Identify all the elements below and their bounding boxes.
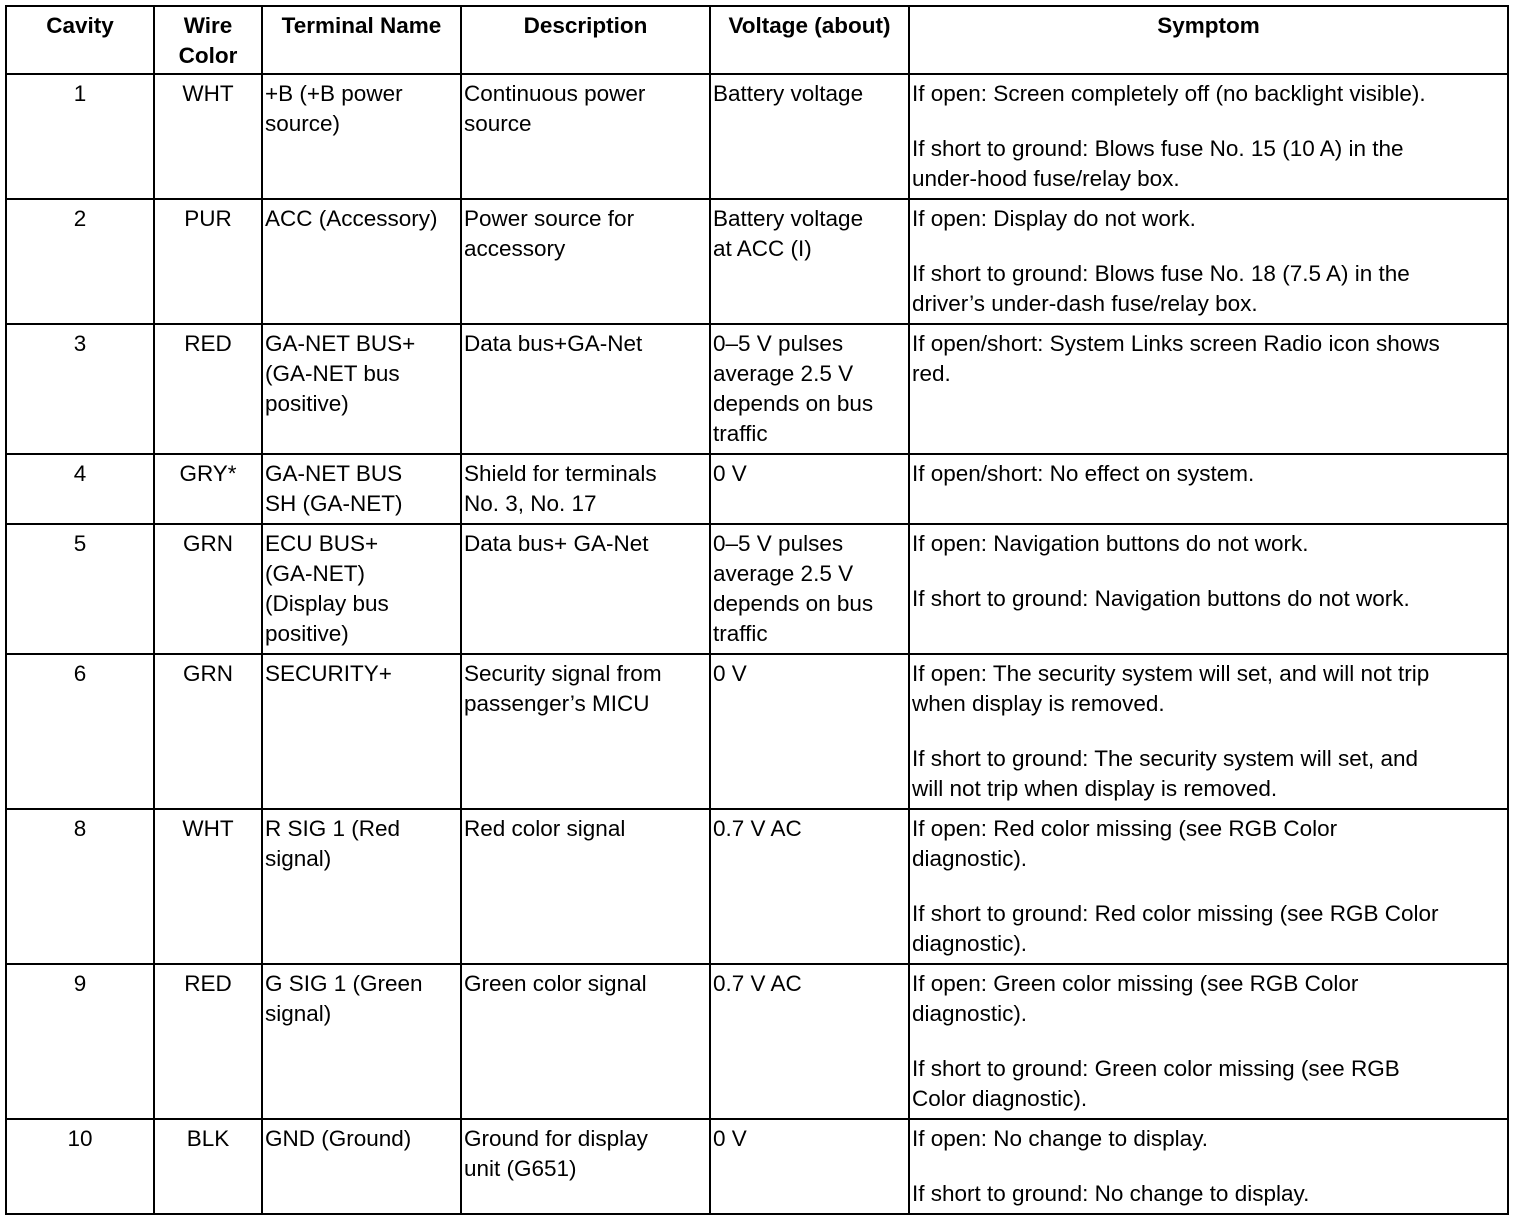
- cavity-cell: 5: [6, 524, 154, 654]
- symptom-paragraph: If open/short: No effect on system.: [912, 461, 1255, 486]
- description-line: Security signal from: [464, 661, 662, 686]
- description-cell: [461, 324, 710, 454]
- voltage-line: 0.7 V AC: [713, 971, 802, 996]
- symptom-cell: [909, 524, 1508, 654]
- voltage-line: 0 V: [713, 1126, 747, 1151]
- table-body: [6, 74, 1508, 1214]
- table-row: [6, 199, 1508, 324]
- symptom-paragraph: [912, 134, 1505, 194]
- description-line: source: [464, 111, 532, 136]
- symptom-line: diagnostic).: [912, 846, 1028, 871]
- symptom-cell: [909, 654, 1508, 809]
- symptom-line: when display is removed.: [912, 691, 1165, 716]
- symptom-line: If short to ground: Blows fuse No. 18 (7.5 A) in the: [912, 261, 1410, 286]
- symptom-paragraph: If open: Navigation buttons do not work.: [912, 531, 1309, 556]
- voltage-line: average 2.5 V: [713, 361, 854, 386]
- voltage-line: 0–5 V pulses: [713, 331, 844, 356]
- terminal-name-line: GA-NET BUS+: [265, 331, 416, 356]
- symptom-cell: [909, 809, 1508, 964]
- symptom-line: If short to ground: The security system will set, and: [912, 746, 1419, 771]
- terminal-name-line: (GA-NET bus: [265, 361, 400, 386]
- symptom-line: If open: The security system will set, and will not trip: [912, 661, 1430, 686]
- symptom-line: If open/short: System Links screen Radio icon shows: [912, 331, 1440, 356]
- voltage-cell: [710, 324, 909, 454]
- table-row: [6, 809, 1508, 964]
- terminal-name-line: SECURITY+: [265, 661, 392, 686]
- table-row: [6, 964, 1508, 1119]
- terminal-name-line: SH (GA-NET): [265, 491, 403, 516]
- voltage-cell: [710, 1119, 909, 1214]
- symptom-cell: [909, 199, 1508, 324]
- symptom-paragraph: If open: No change to display.: [912, 1126, 1209, 1151]
- voltage-cell: [710, 654, 909, 809]
- description-line: No. 3, No. 17: [464, 491, 597, 516]
- description-line: Green color signal: [464, 971, 647, 996]
- wire-color-cell: RED: [154, 964, 262, 1119]
- terminal-name-line: +B (+B power: [265, 81, 403, 106]
- terminal-name-cell: [262, 964, 461, 1119]
- table-row: [6, 524, 1508, 654]
- table-row: [6, 324, 1508, 454]
- description-line: Data bus+GA-Net: [464, 331, 643, 356]
- voltage-line: at ACC (I): [713, 236, 812, 261]
- voltage-cell: [710, 74, 909, 199]
- header-row: [6, 6, 1508, 74]
- table-row: [6, 654, 1508, 809]
- cavity-cell: 6: [6, 654, 154, 809]
- header-description: Description: [461, 6, 710, 74]
- terminal-name-line: (GA-NET): [265, 561, 365, 586]
- terminal-name-line: G SIG 1 (Green: [265, 971, 423, 996]
- voltage-line: Battery voltage: [713, 81, 864, 106]
- wire-color-cell: GRN: [154, 524, 262, 654]
- symptom-line: will not trip when display is removed.: [912, 776, 1278, 801]
- voltage-line: 0 V: [713, 661, 747, 686]
- wire-color-cell: PUR: [154, 199, 262, 324]
- description-line: Data bus+ GA-Net: [464, 531, 649, 556]
- description-line: accessory: [464, 236, 566, 261]
- cavity-cell: 4: [6, 454, 154, 524]
- cavity-cell: 1: [6, 74, 154, 199]
- symptom-paragraph: [912, 1054, 1505, 1114]
- symptom-paragraph: If open: Display do not work.: [912, 206, 1196, 231]
- symptom-cell: [909, 74, 1508, 199]
- voltage-line: 0–5 V pulses: [713, 531, 844, 556]
- table-row: [6, 454, 1508, 524]
- symptom-paragraph: [912, 969, 1505, 1029]
- header-wire-color: [154, 6, 262, 74]
- description-cell: [461, 524, 710, 654]
- terminal-name-line: ECU BUS+: [265, 531, 379, 556]
- description-line: Ground for display: [464, 1126, 648, 1151]
- symptom-cell: [909, 1119, 1508, 1214]
- description-line: Power source for: [464, 206, 635, 231]
- terminal-name-line: signal): [265, 1001, 332, 1026]
- symptom-paragraph: If short to ground: No change to display.: [912, 1181, 1310, 1206]
- symptom-cell: [909, 324, 1508, 454]
- symptom-paragraph: [912, 259, 1505, 319]
- header-wire-color-line: Color: [178, 43, 238, 68]
- terminal-name-line: GA-NET BUS: [265, 461, 403, 486]
- wire-color-cell: RED: [154, 324, 262, 454]
- description-line: Continuous power: [464, 81, 646, 106]
- description-cell: [461, 454, 710, 524]
- header-voltage: Voltage (about): [710, 6, 909, 74]
- symptom-line: diagnostic).: [912, 1001, 1028, 1026]
- terminal-name-cell: [262, 1119, 461, 1214]
- symptom-paragraph: If open: Screen completely off (no backlight visible).: [912, 81, 1426, 106]
- voltage-cell: [710, 964, 909, 1119]
- symptom-line: If open: Red color missing (see RGB Color: [912, 816, 1338, 841]
- voltage-line: depends on bus: [713, 591, 874, 616]
- header-wire-color-line: Wire: [183, 13, 233, 38]
- symptom-line: If open: Green color missing (see RGB Color: [912, 971, 1359, 996]
- voltage-cell: [710, 454, 909, 524]
- symptom-paragraph: [912, 329, 1505, 389]
- voltage-line: average 2.5 V: [713, 561, 854, 586]
- symptom-line: under-hood fuse/relay box.: [912, 166, 1180, 191]
- symptom-paragraph: [912, 899, 1505, 959]
- wire-color-cell: GRN: [154, 654, 262, 809]
- wire-color-cell: GRY*: [154, 454, 262, 524]
- terminal-name-cell: [262, 809, 461, 964]
- table-row: [6, 74, 1508, 199]
- voltage-cell: [710, 809, 909, 964]
- symptom-cell: [909, 454, 1508, 524]
- terminal-table: [5, 5, 1509, 1215]
- cavity-cell: 3: [6, 324, 154, 454]
- terminal-name-cell: [262, 654, 461, 809]
- cavity-cell: 10: [6, 1119, 154, 1214]
- terminal-name-cell: [262, 454, 461, 524]
- description-cell: [461, 74, 710, 199]
- description-line: unit (G651): [464, 1156, 577, 1181]
- symptom-line: Color diagnostic).: [912, 1086, 1088, 1111]
- voltage-line: depends on bus: [713, 391, 874, 416]
- description-cell: [461, 964, 710, 1119]
- terminal-name-line: signal): [265, 846, 332, 871]
- header-terminal-name: Terminal Name: [262, 6, 461, 74]
- description-cell: [461, 809, 710, 964]
- symptom-line: driver’s under-dash fuse/relay box.: [912, 291, 1258, 316]
- terminal-name-line: ACC (Accessory): [265, 206, 438, 231]
- terminal-name-line: R SIG 1 (Red: [265, 816, 401, 841]
- voltage-line: 0 V: [713, 461, 747, 486]
- voltage-line: 0.7 V AC: [713, 816, 802, 841]
- symptom-line: diagnostic).: [912, 931, 1028, 956]
- wire-color-cell: WHT: [154, 809, 262, 964]
- terminal-name-cell: [262, 74, 461, 199]
- table-row: [6, 1119, 1508, 1214]
- wire-color-cell: BLK: [154, 1119, 262, 1214]
- voltage-line: traffic: [713, 621, 768, 646]
- symptom-line: red.: [912, 361, 951, 386]
- symptom-paragraph: [912, 659, 1505, 719]
- terminal-name-line: positive): [265, 391, 349, 416]
- connector-terminal-table: [5, 5, 1509, 1215]
- cavity-cell: 9: [6, 964, 154, 1119]
- terminal-name-cell: [262, 199, 461, 324]
- symptom-line: If short to ground: Green color missing (see RGB: [912, 1056, 1400, 1081]
- voltage-line: Battery voltage: [713, 206, 864, 231]
- description-cell: [461, 1119, 710, 1214]
- cavity-cell: 8: [6, 809, 154, 964]
- wire-color-cell: WHT: [154, 74, 262, 199]
- terminal-name-line: (Display bus: [265, 591, 389, 616]
- terminal-name-cell: [262, 324, 461, 454]
- voltage-cell: [710, 199, 909, 324]
- terminal-name-line: source): [265, 111, 341, 136]
- description-line: Shield for terminals: [464, 461, 657, 486]
- terminal-name-line: GND (Ground): [265, 1126, 412, 1151]
- terminal-name-line: positive): [265, 621, 349, 646]
- symptom-line: If short to ground: Blows fuse No. 15 (10 A) in the: [912, 136, 1404, 161]
- description-cell: [461, 654, 710, 809]
- symptom-paragraph: [912, 814, 1505, 874]
- description-line: passenger’s MICU: [464, 691, 650, 716]
- description-cell: [461, 199, 710, 324]
- terminal-name-cell: [262, 524, 461, 654]
- description-line: Red color signal: [464, 816, 626, 841]
- symptom-paragraph: [912, 744, 1505, 804]
- symptom-paragraph: If short to ground: Navigation buttons do not work.: [912, 586, 1410, 611]
- header-cavity: Cavity: [6, 6, 154, 74]
- symptom-cell: [909, 964, 1508, 1119]
- header-symptom: Symptom: [909, 6, 1508, 74]
- cavity-cell: 2: [6, 199, 154, 324]
- voltage-line: traffic: [713, 421, 768, 446]
- voltage-cell: [710, 524, 909, 654]
- symptom-line: If short to ground: Red color missing (see RGB Color: [912, 901, 1439, 926]
